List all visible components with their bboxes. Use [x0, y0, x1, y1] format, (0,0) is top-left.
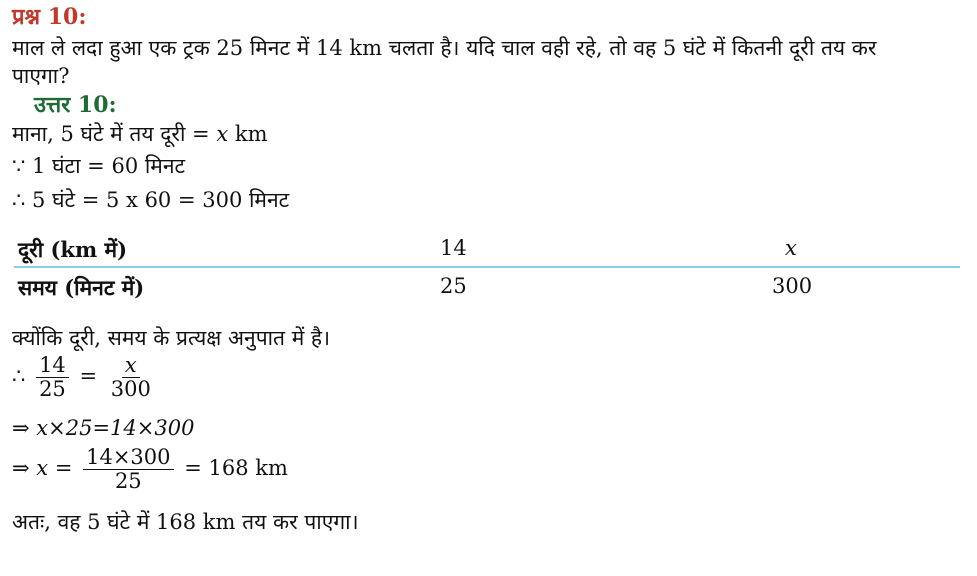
table-row2-value2: 300 — [772, 274, 813, 298]
table-row2-value1: 25 — [440, 274, 467, 298]
question-text-line-2: पाएगा? — [12, 64, 70, 88]
question-heading: प्रश्न 10: — [12, 4, 87, 30]
fraction-denominator: 25 — [114, 469, 142, 494]
conclusion-line: अतः, वह 5 घंटे में 168 km तय कर पाएगा। — [12, 510, 359, 534]
question-text-line-1: माल ले लदा हुआ एक ट्रक 25 मिनट में 14 km चलता है। यदि चाल वही रहे, तो वह 5 घंटे में कितनी दूरी तय कर — [12, 36, 877, 60]
fraction-14-25 — [36, 354, 69, 401]
table-row1-value1: 14 — [440, 236, 467, 260]
fraction-x-300 — [108, 354, 154, 401]
cross-multiplication: x×25=14×300 — [36, 416, 195, 440]
assumption-line — [12, 122, 268, 147]
direct-proportion-reason: क्योंकि दूरी, समय के प्रत्यक्ष अनुपात में है। — [12, 326, 331, 350]
cross-multiplication-line — [12, 416, 194, 441]
assumption-unit: km — [234, 122, 268, 146]
solve-x-line — [12, 446, 288, 493]
fraction-numerator: 14×300 — [83, 446, 173, 470]
fraction-denominator: 25 — [39, 377, 66, 402]
equals-sign: = — [79, 364, 98, 389]
table-row1-value2: x — [785, 236, 797, 260]
proportion-equation — [12, 354, 158, 401]
step-hour-minutes: ∵ 1 घंटा = 60 मिनट — [12, 154, 186, 178]
table-row2-label: समय (मिनट में) — [18, 275, 145, 300]
therefore-symbol: ∴ — [12, 364, 26, 389]
fraction-denominator: 300 — [110, 377, 151, 402]
fraction-numerator: x — [122, 354, 140, 378]
table-row1-label: दूरी (km में) — [18, 237, 128, 262]
implies-symbol: ⇒ — [12, 456, 30, 481]
x-equals: x = — [36, 456, 73, 481]
table-divider — [14, 266, 960, 268]
step-five-hours: ∴ 5 घंटे = 5 x 60 = 300 मिनट — [12, 188, 290, 212]
implies-symbol: ⇒ — [12, 416, 30, 440]
fraction-14x300-25 — [83, 446, 173, 493]
result-value: = 168 km — [184, 456, 288, 481]
assumption-variable: x — [216, 122, 229, 146]
fraction-numerator: 14 — [36, 354, 69, 378]
assumption-text: माना, 5 घंटे में तय दूरी = — [12, 122, 210, 146]
answer-heading: उत्तर 10: — [34, 92, 117, 118]
